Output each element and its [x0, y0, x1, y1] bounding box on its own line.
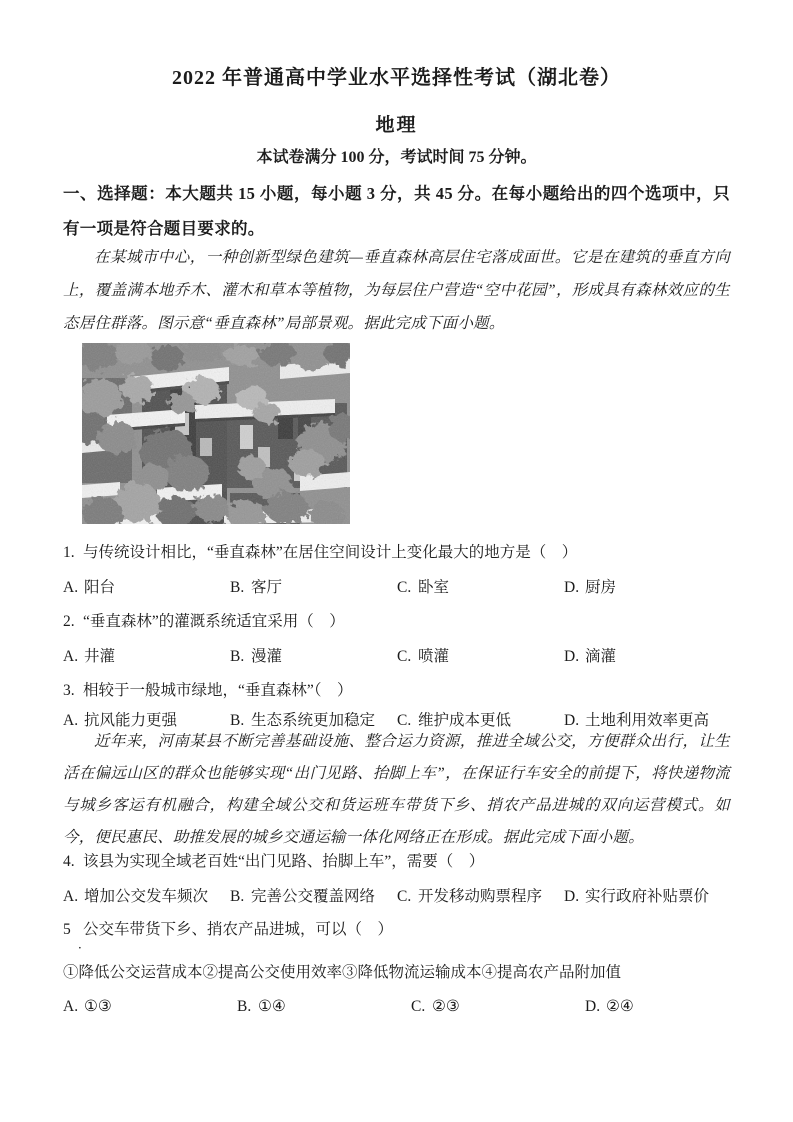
page-title: 2022 年普通高中学业水平选择性考试（湖北卷）: [172, 67, 621, 89]
option-1a: A. 阳台: [63, 579, 116, 596]
question-4-stem: [63, 850, 730, 874]
exam-note: 本试卷满分 100 分，考试时间 75 分钟。: [256, 149, 537, 166]
question-4-options: [63, 885, 730, 909]
question-2-text: “垂直森林”的灌溉系统适宜采用（ ）: [83, 613, 345, 630]
option-1d: D. 厨房: [564, 579, 617, 596]
vertical-forest-photo: [82, 343, 350, 524]
question-5-numbered-items: ①降低公交运营成本②提高公交使用效率③降低物流运输成本④提高农产品附加值: [63, 964, 622, 981]
option-2a: A. 井灌: [63, 648, 116, 665]
question-2-stem: [63, 610, 730, 634]
option-4a: A. 增加公交发车频次: [63, 888, 209, 905]
question-5-number: 5: [63, 921, 71, 938]
section-one-heading: 一、选择题：本大题共 15 小题，每小题 3 分，共 45 分。在每小题给出的四个选项中，只有一项是符合题目要求的。: [63, 184, 730, 238]
option-5d: D. ②④: [585, 998, 634, 1015]
passage-rural-bus: 近年来，河南某县不断完善基础设施、整合运力资源，推进全域公交，方便群众出行，让生活在偏远山区的群众也能够实现“出门见路、抬脚上车”，在保证行车安全的前提下，将快递物流与城乡客运有机融合，构建全域公交和货运班车带货下乡、捎农产品进城的双向运营模式。如今，便民惠民、助推发展的城乡交通运输一体化网络正在形成。据此完成下面小题。: [63, 733, 730, 846]
question-1-options: [63, 576, 730, 600]
option-4b: B. 完善公交覆盖网络: [230, 888, 376, 905]
question-5-stem: [63, 918, 730, 942]
option-3b: B. 生态系统更加稳定: [230, 712, 376, 729]
question-3-number: 3.: [63, 682, 75, 699]
option-5c: C. ②③: [411, 998, 460, 1015]
option-3a: A. 抗风能力更强: [63, 712, 178, 729]
question-2-number: 2.: [63, 613, 75, 630]
question-3-stem: [63, 679, 730, 703]
question-1-number: 1.: [63, 544, 75, 561]
option-2d: D. 滴灌: [564, 648, 617, 665]
question-1-text: 与传统设计相比，“垂直森林”在居住空间设计上变化最大的地方是（ ）: [83, 544, 578, 561]
question-1-stem: [63, 541, 730, 565]
stray-period-mark: ．: [78, 937, 91, 951]
question-4-text: 该县为实现全域老百姓“出门见路、抬脚上车”，需要（ ）: [83, 853, 485, 870]
passage-vertical-forest: 在某城市中心，一种创新型绿色建筑—垂直森林高层住宅落成面世。它是在建筑的垂直方向上，覆盖满本地乔木、灌木和草本等植物，为每层住户营造“空中花园”，形成具有森林效应的生态居住群落。图示意“垂直森林”局部景观。据此完成下面小题。: [63, 249, 730, 332]
option-1b: B. 客厅: [230, 579, 283, 596]
subject-title: 地理: [375, 115, 418, 136]
option-5b: B. ①④: [237, 998, 286, 1015]
option-1c: C. 卧室: [397, 579, 450, 596]
question-2-options: [63, 645, 730, 669]
option-3c: C. 维护成本更低: [397, 712, 512, 729]
option-3d: D. 土地利用效率更高: [564, 712, 710, 729]
option-5a: A. ①③: [63, 998, 112, 1015]
option-2b: B. 漫灌: [230, 648, 283, 665]
option-2c: C. 喷灌: [397, 648, 450, 665]
question-5-text: 公交车带货下乡、捎农产品进城，可以（ ）: [83, 921, 394, 938]
question-5-options: [63, 995, 730, 1019]
vertical-forest-photo-graphic: [82, 343, 350, 524]
question-4-number: 4.: [63, 853, 75, 870]
question-3-text: 相较于一般城市绿地，“垂直森林”（ ）: [83, 682, 353, 699]
option-4d: D. 实行政府补贴票价: [564, 888, 710, 905]
option-4c: C. 开发移动购票程序: [397, 888, 543, 905]
